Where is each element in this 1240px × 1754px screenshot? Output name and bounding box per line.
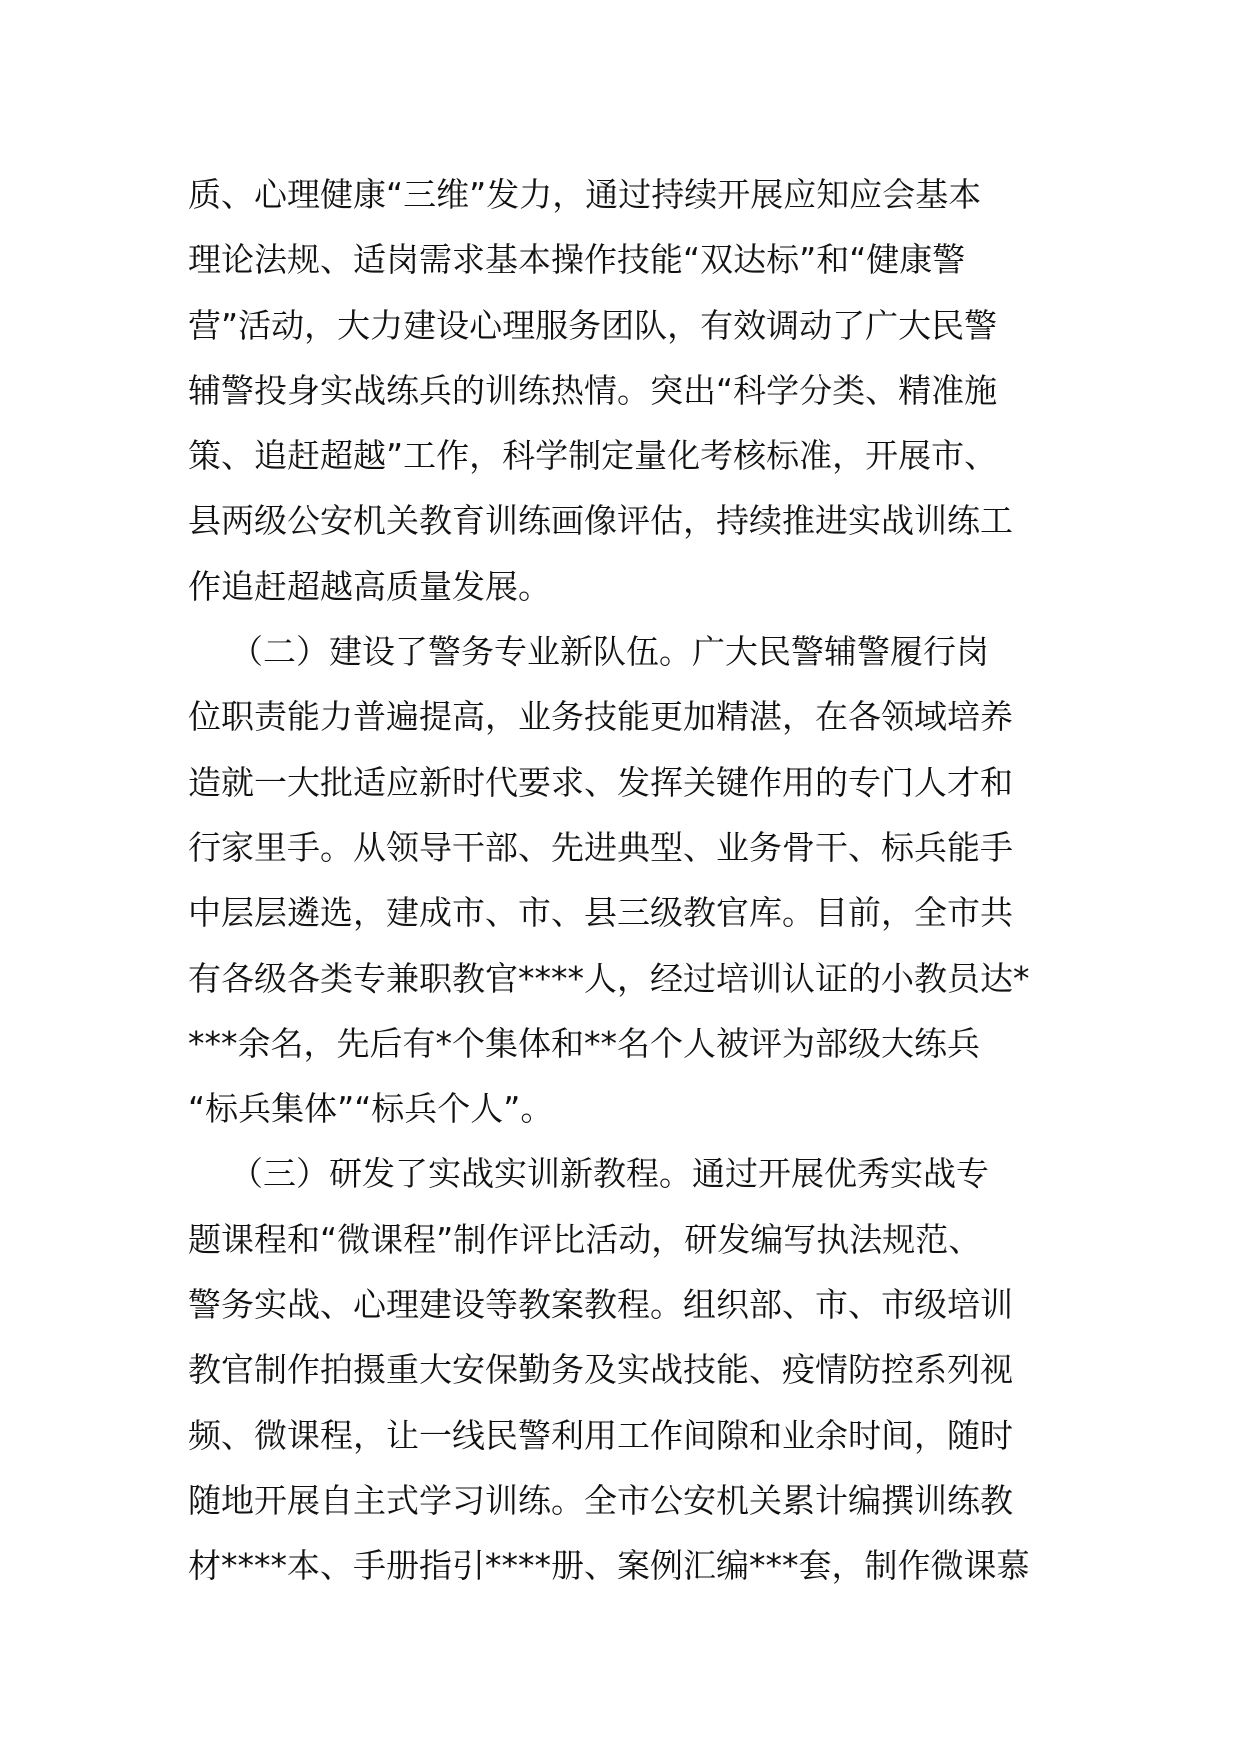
body-text — [188, 162, 1060, 1599]
text-line: 辅警投身实战练兵的训练热情。突出“科学分类、精准施 — [188, 370, 998, 410]
text-line: 材****本、手册指引****册、案例汇编***套，制作微课慕 — [188, 1546, 1030, 1586]
text-line: 教官制作拍摄重大安保勤务及实战技能、疫情防控系列视 — [188, 1350, 1013, 1390]
text-line: 质、心理健康“三维”发力，通过持续开展应知应会基本 — [188, 175, 982, 214]
text-line: 频、微课程，让一线民警利用工作间隙和业余时间，随时 — [188, 1415, 1013, 1455]
text-line: 策、追赶超越”工作，科学制定量化考核标准，开展市、 — [188, 436, 998, 476]
section-heading-line: （二）建设了警务专业新队伍。广大民警辅警履行岗 — [188, 632, 989, 672]
text-line: 造就一大批适应新时代要求、发挥关键作用的专门人才和 — [188, 762, 1013, 802]
text-line: 题课程和“微课程”制作评比活动，研发编写执法规范、 — [188, 1219, 982, 1259]
section-heading-line: （三）研发了实战实训新教程。通过开展优秀实战专 — [188, 1154, 989, 1194]
text-line: 随地开展自主式学习训练。全市公安机关累计编撰训练教 — [188, 1480, 1013, 1520]
text-line: ***余名，先后有*个集体和**名个人被评为部级大练兵 — [188, 1023, 980, 1063]
text-line: 行家里手。从领导干部、先进典型、业务骨干、标兵能手 — [188, 827, 1013, 867]
text-line: 营”活动，大力建设心理服务团队，有效调动了广大民警 — [188, 305, 998, 345]
text-line: 警务实战、心理建设等教案教程。组织部、市、市级培训 — [188, 1285, 1013, 1325]
text-line: 有各级各类专兼职教官****人，经过培训认证的小教员达* — [188, 958, 1030, 998]
text-line: 中层层遴选，建成市、市、县三级教官库。目前，全市共 — [188, 893, 1013, 933]
text-line: 理论法规、适岗需求基本操作技能“双达标”和“健康警 — [188, 240, 966, 280]
text-line: 县两级公安机关教育训练画像评估，持续推进实战训练工 — [188, 501, 1013, 541]
text-line: 作追赶超越高质量发展。 — [188, 566, 551, 606]
text-line: 位职责能力普遍提高，业务技能更加精湛，在各领域培养 — [188, 697, 1013, 737]
text-line: “标兵集体”“标兵个人”。 — [188, 1089, 554, 1129]
